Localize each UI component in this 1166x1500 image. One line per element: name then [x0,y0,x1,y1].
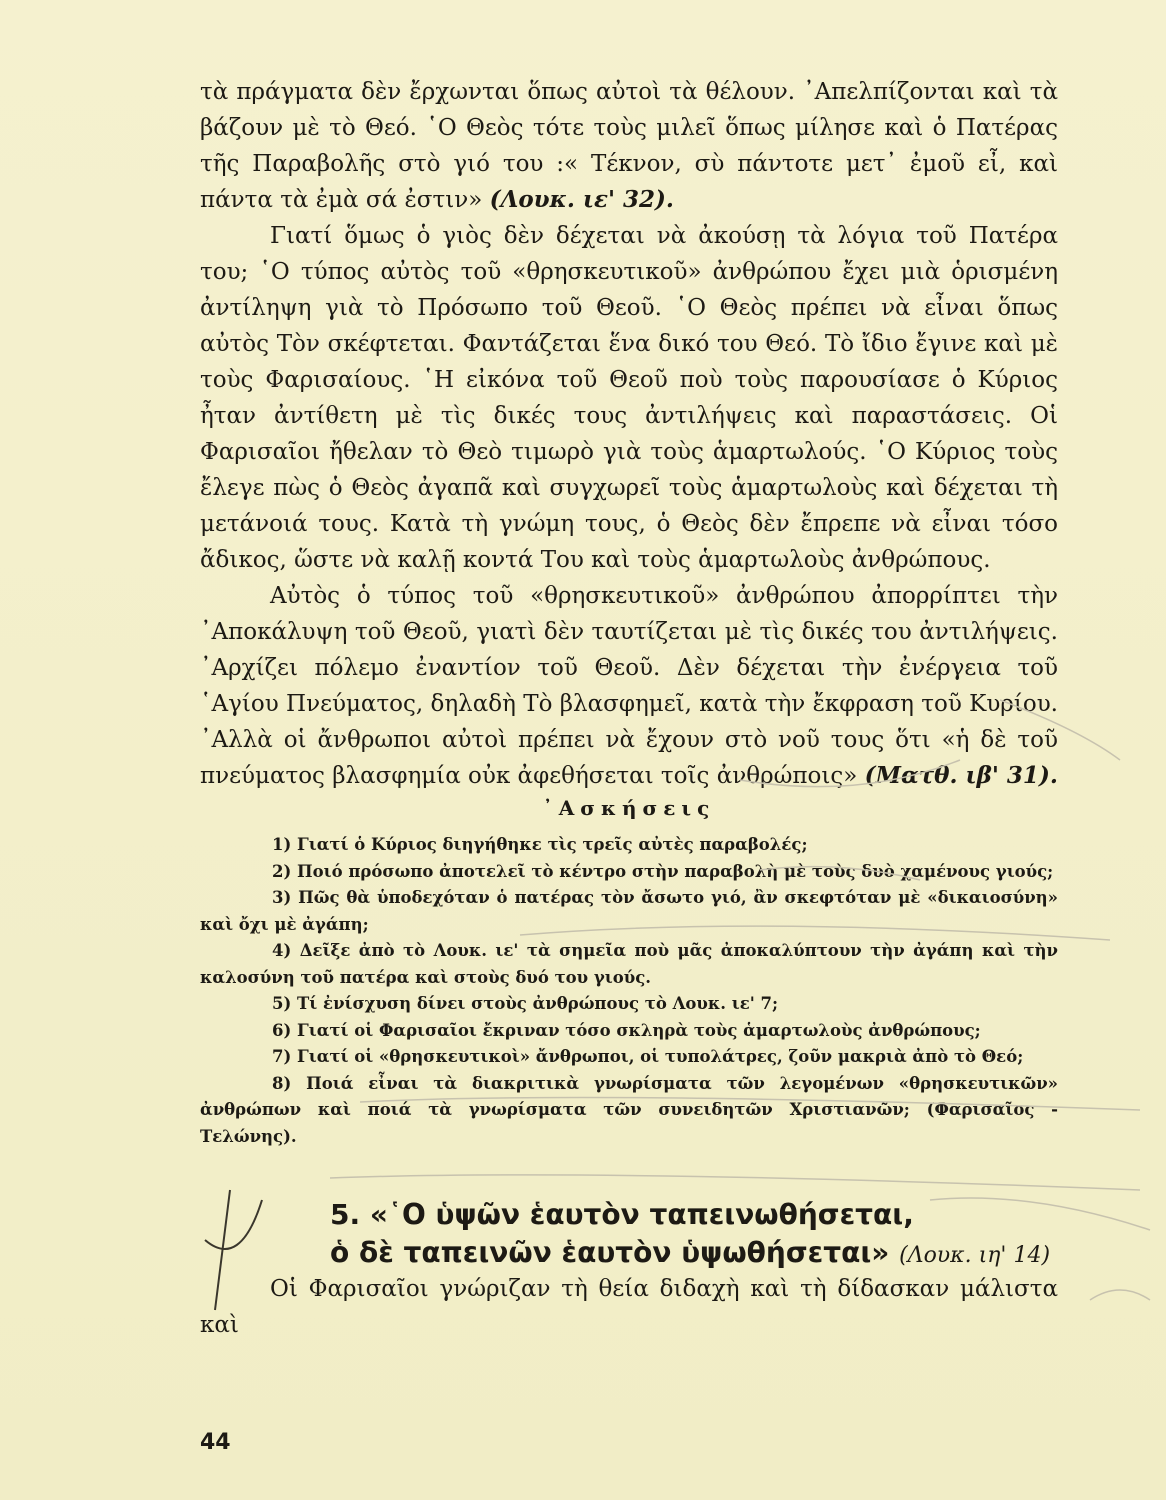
scripture-reference: (Λουκ. ιε' 32). [489,186,674,213]
scripture-reference: (Ματθ. ιβ' 31). [864,762,1058,789]
pencil-scribble-icon [520,926,1110,940]
scripture-reference: (Λουκ. ιη' 14) [899,1243,1051,1268]
pencil-scribble-icon [1000,700,1120,760]
exercise-item: 7) Γιατί οἱ «θρησκευτικοὶ» ἄνθρωποι, οἱ τυπολάτρες, ζοῦν μακριὰ ἀπὸ τὸ Θεό; [272,1047,1024,1066]
paragraph-3: Αὐτὸς ὁ τύπος τοῦ «θρησκευτικοῦ» ἀνθρώπου ἀπορρίπτει τὴν ᾿Αποκάλυψη τοῦ Θεοῦ, γιατὶ δὲν ταυτίζεται μὲ τὶς δικές του ἀντιλήψεις. ᾿Αρχίζει πόλεμο ἐναντίον τοῦ Θεοῦ. Δὲν δέχεται τὴν ἐνέργεια τοῦ ῾Αγίου Πνεύματος, δηλαδὴ Τὸ βλασφημεῖ, κατὰ τὴν ἔκφραση τοῦ Κυρίου. ᾿Αλλὰ οἱ ἄνθρωποι αὐτοὶ πρέπει νὰ ἔχουν στὸ νοῦ τους ὅτι «ἡ δὲ τοῦ πνεύματος βλασφημία οὐκ ἀφεθήσεται τοῖς ἀνθρώποις» (Ματθ. ιβ' 31). [200,583,1058,789]
section-title-line2: ὁ δὲ ταπεινῶν ἑαυτὸν ὑψωθήσεται» (Λουκ. ιη' 14) [330,1236,1051,1269]
exercise-item: 2) Ποιό πρόσωπο ἀποτελεῖ τὸ κέντρο στὴν παραβολὴ μὲ τοὺς δυὸ χαμένους γιούς; [272,861,1054,881]
pencil-x-mark-icon [215,1190,230,1310]
exercise-item: 3) Πῶς θὰ ὑποδεχόταν ὁ πατέρας τὸν ἄσωτο γιό, ἂν σκεφτόταν μὲ «δικαιοσύνη» καὶ ὄχι μὲ ἀγάπη; [200,888,1058,934]
pencil-x-mark-icon [205,1200,262,1249]
pencil-scribble-icon [930,1198,1150,1230]
paragraph-intro: τὰ πράγματα δὲν ἔρχωνται ὅπως αὐτοὶ τὰ θέλουν. ᾿Απελπίζονται καὶ τὰ βάζουν μὲ τὸ Θεό. ῾Ο Θεὸς τότε τοὺς μιλεῖ ὅπως μίλησε καὶ ὁ Πατέρας τῆς Παραβολῆς στὸ γιό του :« Τέκνον, σὺ πάντοτε μετ᾽ ἐμοῦ εἶ, καὶ πάντα τὰ ἐμὰ σά ἐστιν» (Λουκ. ιε' 32). [200,79,1058,213]
exercises-heading: ᾿Ασκήσεις [542,796,716,820]
pencil-scribble-icon [360,1098,1140,1111]
exercise-item: 8) Ποιά εἶναι τὰ διακριτικὰ γνωρίσματα τῶν λεγομένων «θρησκευτικῶν» ἀνθρώπων καὶ ποιά τὰ γνωρίσματα τῶν συνειδητῶν Χριστιανῶν; (Φαρισαῖος - Τελώνης). [200,1073,1058,1146]
exercise-item: 5) Τί ἐνίσχυση δίνει στοὺς ἀνθρώπους τὸ Λουκ. ιε' 7; [272,994,779,1013]
pencil-scribble-icon [1090,1290,1150,1300]
paragraph-final: Οἱ Φαρισαῖοι γνώριζαν τὴ θεία διδαχὴ καὶ τὴ δίδασκαν μάλιστα καὶ [200,1276,1058,1338]
section-title-line1: 5. «῾Ο ὑψῶν ἑαυτὸν ταπεινωθήσεται, [330,1198,914,1231]
paragraph-2: Γιατί ὅμως ὁ γιὸς δὲν δέχεται νὰ ἀκούσῃ τὰ λόγια τοῦ Πατέρα του; ῾Ο τύπος αὐτὸς τοῦ «θρησκευτικοῦ» ἀνθρώπου ἔχει μιὰ ὁρισμένη ἀντίληψη γιὰ τὸ Πρόσωπο τοῦ Θεοῦ. ῾Ο Θεὸς πρέπει νὰ εἶναι ὅπως αὐτὸς Τὸν σκέφτεται. Φαντάζεται ἕνα δικό του Θεό. Τὸ ἴδιο ἔγινε καὶ μὲ τοὺς Φαρισαίους. ῾Η εἰκόνα τοῦ Θεοῦ ποὺ τοὺς παρουσίασε ὁ Κύριος ἦταν ἀντίθετη μὲ τὶς δικές τους ἀντιλήψεις καὶ παραστάσεις. Οἱ Φαρισαῖοι ἤθελαν τὸ Θεὸ τιμωρὸ γιὰ τοὺς ἁμαρτωλούς. ῾Ο Κύριος τοὺς ἔλεγε πὼς ὁ Θεὸς ἀγαπᾶ καὶ συγχωρεῖ τοὺς ἁμαρτωλοὺς καὶ δέχεται τὴ μετάνοιά τους. Κατὰ τὴ γνώμη τους, ὁ Θεὸς δὲν ἔπρεπε νὰ εἶναι τόσο ἄδικος, ὥστε νὰ καλῇ κοντά Του καὶ τοὺς ἁμαρτωλοὺς ἀνθρώπους. [200,223,1058,573]
pencil-scribble-icon [740,760,960,787]
pencil-scribble-icon [330,1175,1140,1190]
page-number: 44 [200,1430,231,1455]
exercise-item: 4) Δεῖξε ἀπὸ τὸ Λουκ. ιε' τὰ σημεῖα ποὺ μᾶς ἀποκαλύπτουν τὴν ἀγάπη καὶ τὴν καλοσύνη τοῦ πατέρα καὶ στοὺς δυό του γιούς. [200,941,1058,987]
exercise-item: 1) Γιατί ὁ Κύριος διηγήθηκε τὶς τρεῖς αὐτὲς παραβολές; [272,835,808,854]
exercise-item: 6) Γιατί οἱ Φαρισαῖοι ἔκριναν τόσο σκληρὰ τοὺς ἁμαρτωλοὺς ἀνθρώπους; [272,1020,981,1040]
pencil-scribble-icon [760,867,920,880]
